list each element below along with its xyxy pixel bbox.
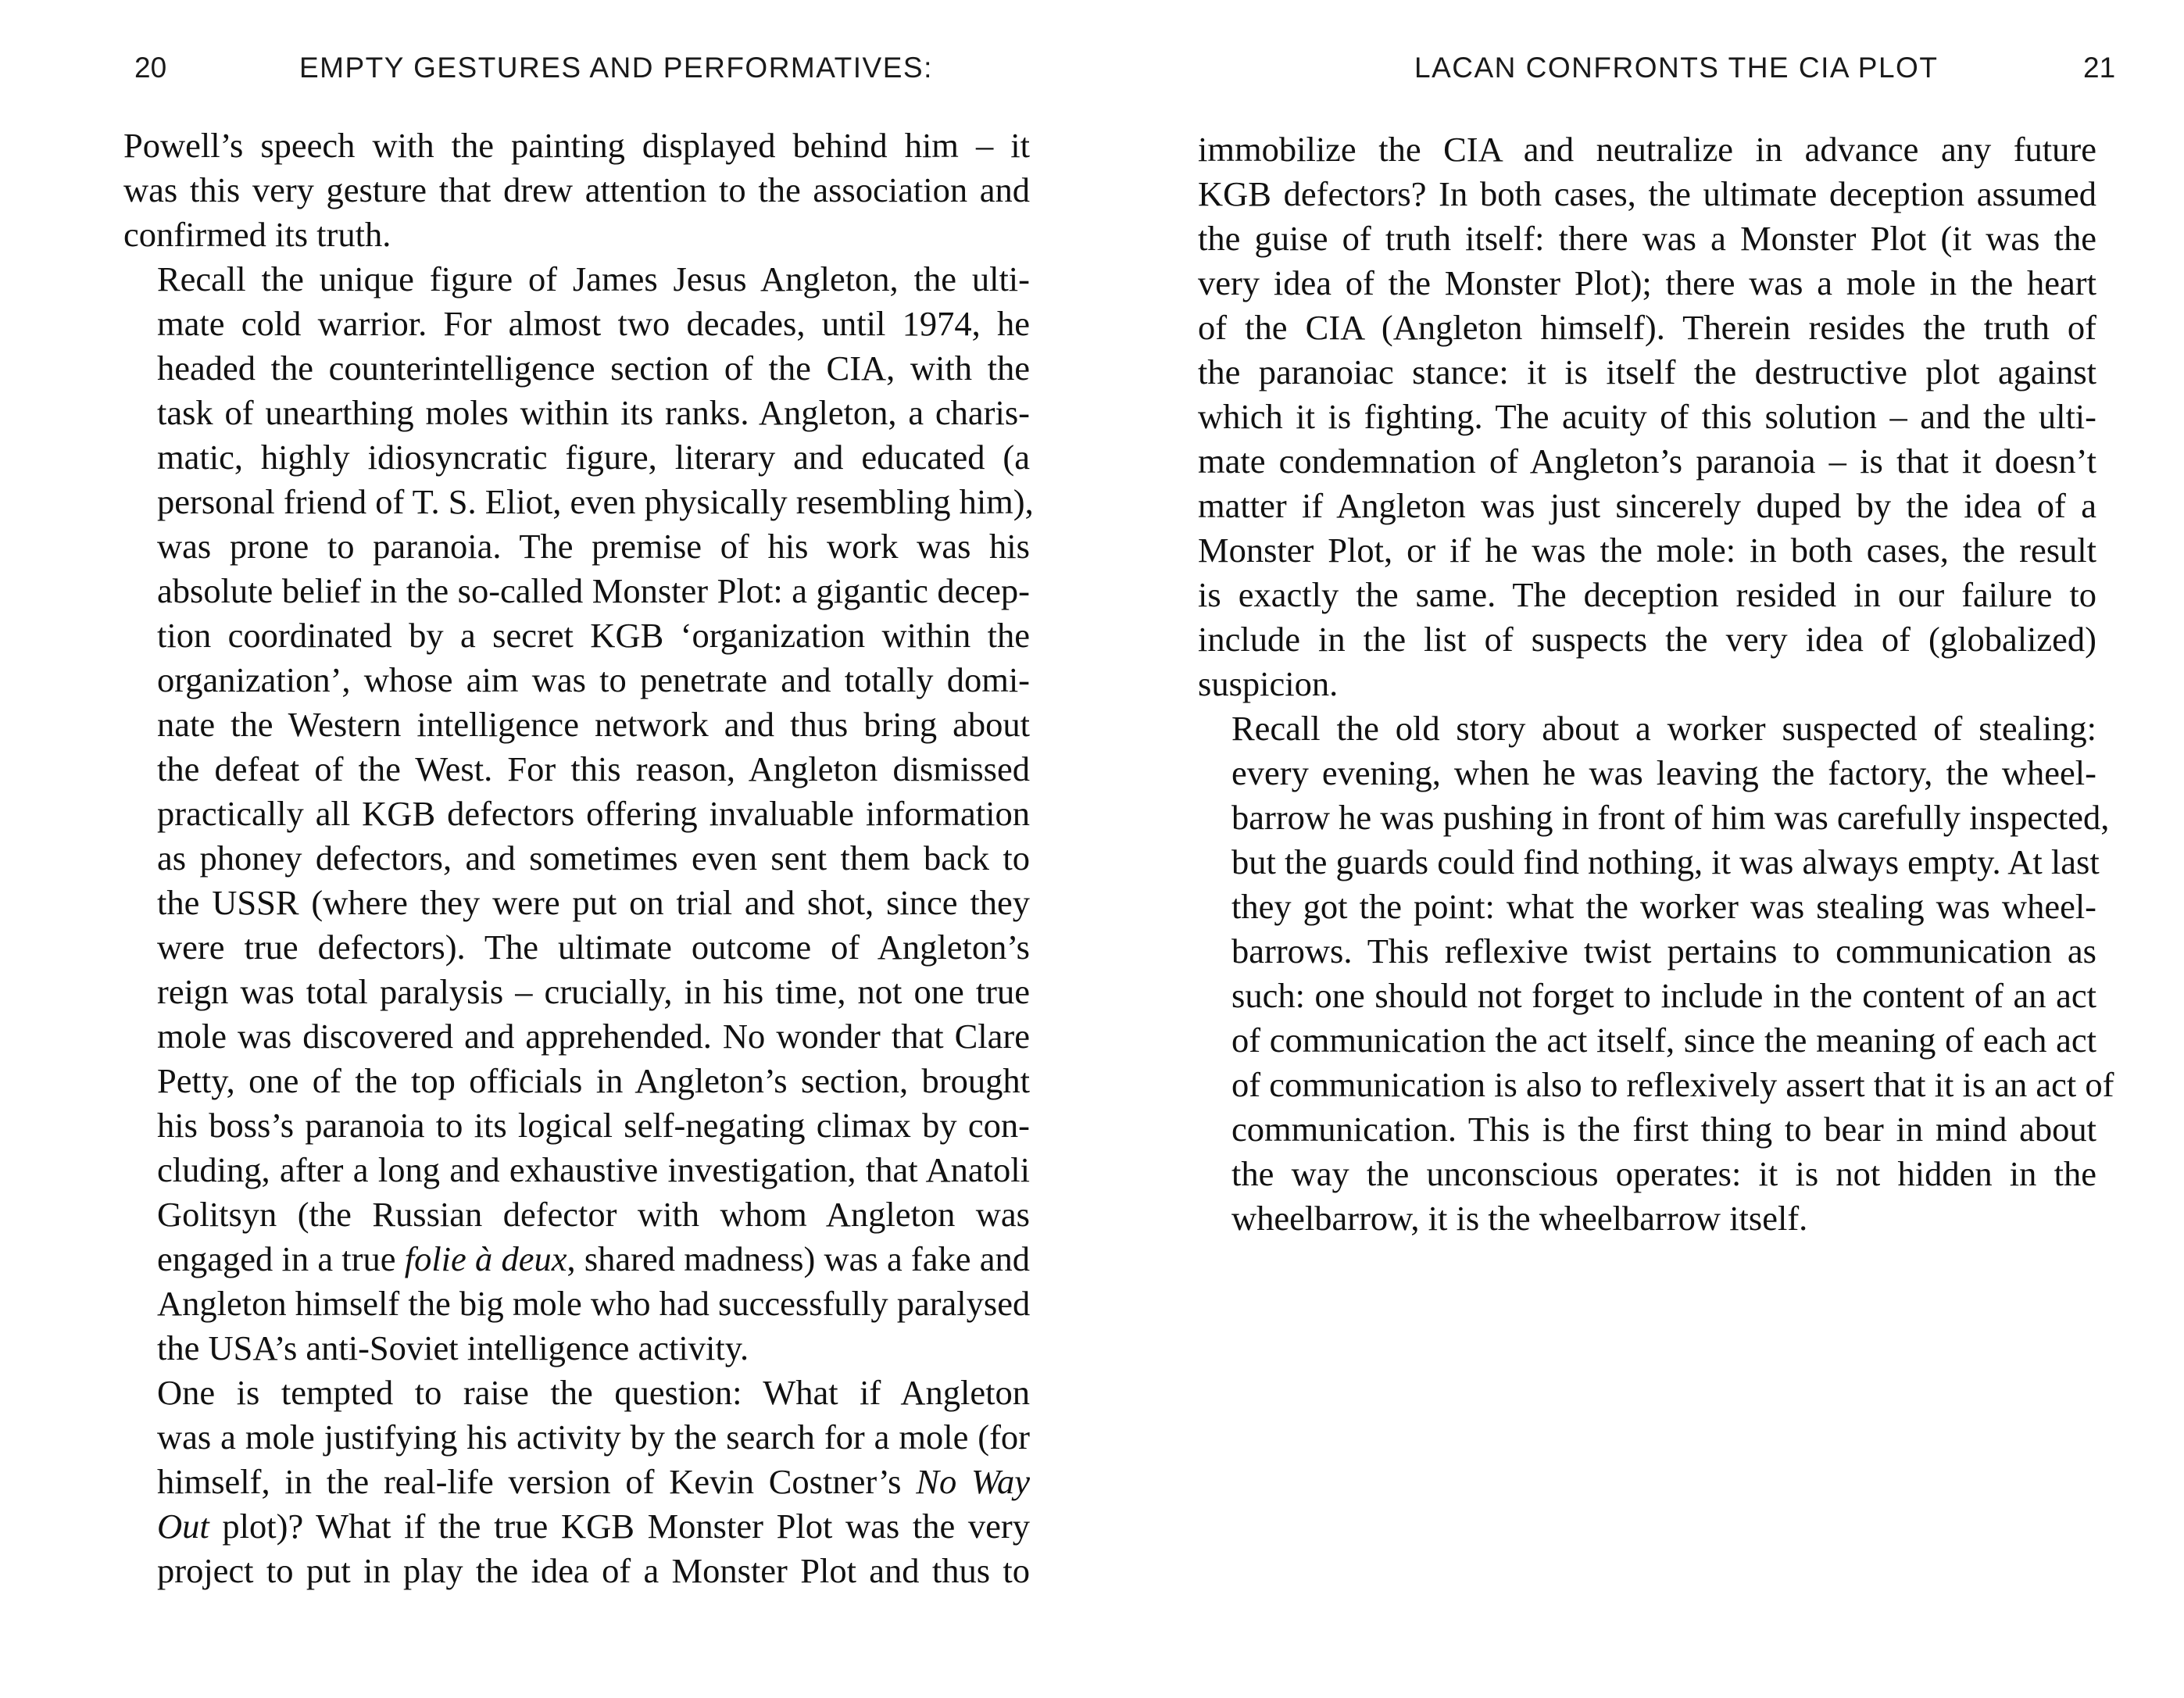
text-line: the paranoiac stance: it is itself the destructive plot against bbox=[1198, 352, 2096, 391]
text-line: is exactly the same. The deception resided in our failure to bbox=[1198, 575, 2096, 614]
text-line: headed the counterintelligence section of the CIA, with the bbox=[157, 349, 1030, 388]
text-line: One is tempted to raise the question: What if Angleton bbox=[157, 1373, 1030, 1412]
text-line: suspicion. bbox=[1198, 664, 1339, 703]
text-line: they got the point: what the worker was stealing was wheel- bbox=[1231, 887, 2096, 926]
text-line: personal friend of T. S. Eliot, even physically resembling him), bbox=[157, 482, 1034, 521]
text-line: his boss’s paranoia to its logical self-negating climax by con- bbox=[157, 1106, 1030, 1145]
text-line: the defeat of the West. For this reason, Angleton dismissed bbox=[157, 749, 1030, 788]
text-line: mate cold warrior. For almost two decades, until 1974, he bbox=[157, 304, 1030, 343]
text-line: nate the Western intelligence network and thus bring about bbox=[157, 705, 1030, 744]
text-line: of communication is also to reflexively assert that it is an act of bbox=[1231, 1065, 2114, 1104]
text-line: of the CIA (Angleton himself). Therein resides the truth of bbox=[1198, 308, 2096, 347]
text-line: engaged in a true folie à deux, shared madness) was a fake and bbox=[157, 1239, 1030, 1278]
body-text bbox=[1198, 127, 2114, 1241]
running-head: LACAN CONFRONTS THE CIA PLOT bbox=[1414, 52, 1939, 84]
text-line: every evening, when he was leaving the factory, the wheel- bbox=[1231, 753, 2096, 792]
text-line: such: one should not forget to include in the content of an act bbox=[1231, 976, 2096, 1015]
text-line: Monster Plot, or if he was the mole: in both cases, the result bbox=[1198, 531, 2096, 570]
text-line: which it is fighting. The acuity of this solution – and the ulti- bbox=[1198, 397, 2096, 436]
text-line: but the guards could find nothing, it was always empty. At last bbox=[1231, 842, 2100, 881]
page-number: 21 bbox=[2083, 52, 2116, 84]
text-line: reign was total paralysis – crucially, in his time, not one true bbox=[157, 972, 1030, 1011]
text-line: cluding, after a long and exhaustive investigation, that Anatoli bbox=[157, 1150, 1030, 1189]
text-line: was this very gesture that drew attention to the association and bbox=[123, 170, 1030, 209]
text-line: project to put in play the idea of a Monster Plot and thus to bbox=[157, 1551, 1030, 1590]
text-line: very idea of the Monster Plot); there was a mole in the heart bbox=[1198, 263, 2096, 302]
text-line: include in the list of suspects the very idea of (globalized) bbox=[1198, 620, 2096, 659]
text-line: himself, in the real-life version of Kevin Costner’s No Way bbox=[157, 1462, 1031, 1501]
text-line: were true defectors). The ultimate outcome of Angleton’s bbox=[157, 928, 1030, 967]
page-number: 20 bbox=[134, 52, 167, 84]
text-line: mole was discovered and apprehended. No wonder that Clare bbox=[157, 1017, 1030, 1056]
paragraph bbox=[1198, 706, 2114, 1241]
text-line: was prone to paranoia. The premise of his work was his bbox=[157, 527, 1030, 566]
text-line: Petty, one of the top officials in Angleton’s section, brought bbox=[157, 1061, 1030, 1100]
text-line: the USSR (where they were put on trial and shot, since they bbox=[157, 883, 1030, 922]
text-line: communication. This is the first thing to bear in mind about bbox=[1231, 1110, 2096, 1149]
text-line: was a mole justifying his activity by the search for a mole (for bbox=[157, 1417, 1030, 1457]
text-line: practically all KGB defectors offering invaluable information bbox=[157, 794, 1030, 833]
running-head: EMPTY GESTURES AND PERFORMATIVES: bbox=[299, 52, 933, 84]
text-line: task of unearthing moles within its ranks. Angleton, a charis- bbox=[157, 393, 1030, 432]
text-line: confirmed its truth. bbox=[123, 215, 391, 254]
paragraph bbox=[123, 257, 1034, 1371]
text-line: as phoney defectors, and sometimes even sent them back to bbox=[157, 838, 1030, 878]
text-line: barrows. This reflexive twist pertains to communication as bbox=[1231, 931, 2096, 971]
text-line: of communication the act itself, since the meaning of each act bbox=[1231, 1021, 2096, 1060]
text-line: wheelbarrow, it is the wheelbarrow itself. bbox=[1231, 1199, 1808, 1238]
text-line: matter if Angleton was just sincerely duped by the idea of a bbox=[1198, 486, 2096, 525]
text-line: Powell’s speech with the painting displayed behind him – it bbox=[123, 126, 1030, 165]
text-line: mate condemnation of Angleton’s paranoia – is that it doesn’t bbox=[1198, 441, 2096, 481]
paragraph bbox=[123, 123, 1030, 257]
text-line: the guise of truth itself: there was a Monster Plot (it was the bbox=[1198, 219, 2096, 258]
text-line: barrow he was pushing in front of him was carefully inspected, bbox=[1231, 798, 2110, 837]
text-line: KGB defectors? In both cases, the ultimate deception assumed bbox=[1198, 174, 2096, 213]
text-line: the USA’s anti-Soviet intelligence activity. bbox=[157, 1328, 749, 1367]
text-line: organization’, whose aim was to penetrate and totally domi- bbox=[157, 660, 1030, 699]
body-text bbox=[123, 123, 1034, 1593]
text-line: Golitsyn (the Russian defector with whom Angleton was bbox=[157, 1195, 1030, 1234]
text-line: immobilize the CIA and neutralize in advance any future bbox=[1198, 130, 2096, 169]
paragraph bbox=[123, 1371, 1030, 1593]
text-line: Angleton himself the big mole who had successfully paralysed bbox=[157, 1284, 1031, 1323]
text-line: matic, highly idiosyncratic figure, literary and educated (a bbox=[157, 438, 1030, 477]
text-line: Out plot)? What if the true KGB Monster Plot was the very bbox=[157, 1507, 1030, 1546]
text-line: Recall the unique figure of James Jesus Angleton, the ulti- bbox=[157, 259, 1030, 298]
text-line: the way the unconscious operates: it is not hidden in the bbox=[1231, 1154, 2096, 1193]
right-page bbox=[1092, 0, 2184, 1698]
paragraph bbox=[1198, 127, 2096, 706]
text-line: tion coordinated by a secret KGB ‘organization within the bbox=[157, 616, 1030, 655]
text-line: absolute belief in the so-called Monster Plot: a gigantic decep- bbox=[157, 571, 1030, 610]
text-line: Recall the old story about a worker suspected of stealing: bbox=[1231, 709, 2096, 748]
